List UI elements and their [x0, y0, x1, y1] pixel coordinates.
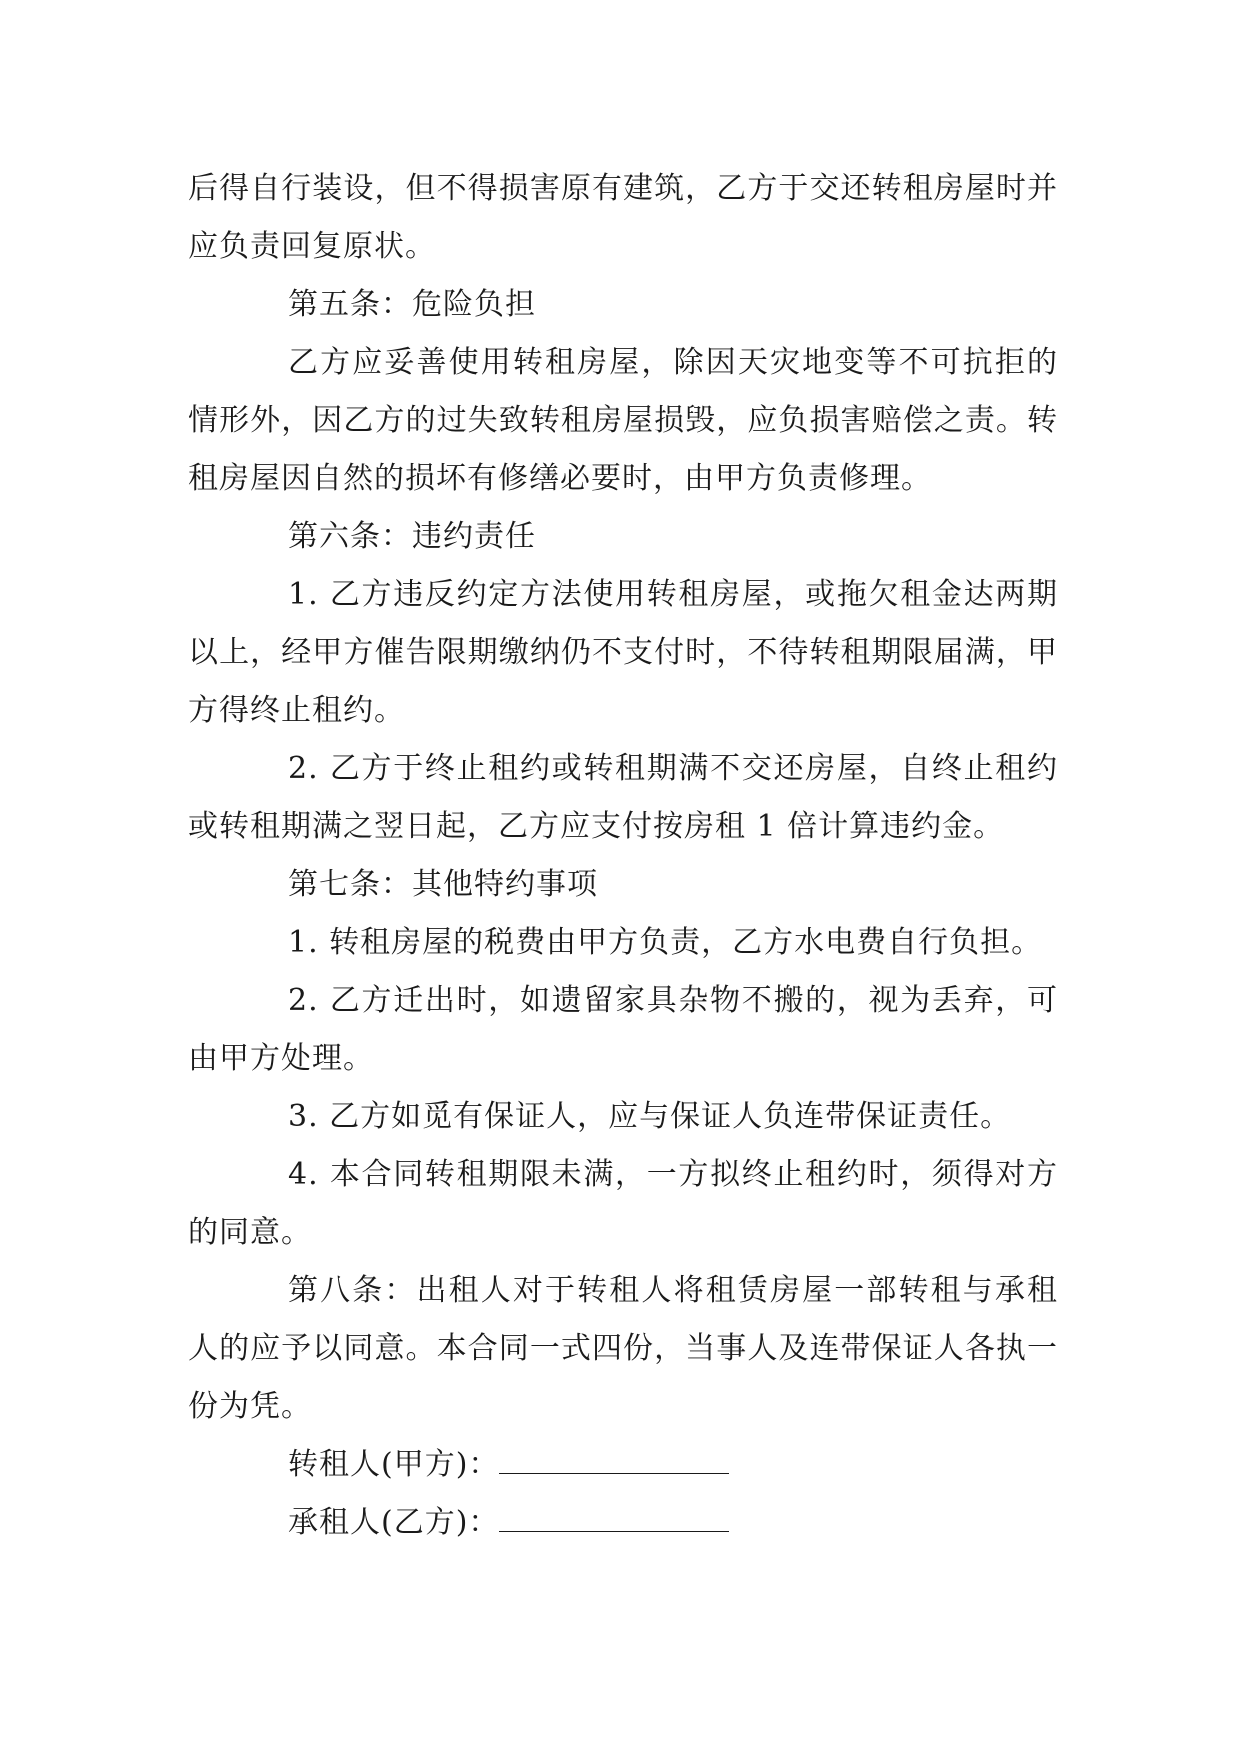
- clause-item: 4. 本合同转租期限未满，一方拟终止租约时，须得对方的同意。: [188, 1157, 1058, 1250]
- paragraph: 后得自行装设，但不得损害原有建筑，乙方于交还转租房屋时并应负责回复原状。: [188, 171, 1058, 264]
- article-6-heading: 第六条：违约责任: [288, 519, 536, 554]
- clause-item: 1. 乙方违反约定方法使用转租房屋，或拖欠租金达两期以上，经甲方催告限期缴纳仍不支付时，不待转租期限届满，甲方得终止租约。: [188, 577, 1058, 728]
- clause-item: 1. 转租房屋的税费由甲方负责，乙方水电费自行负担。: [288, 925, 1043, 960]
- signature-line-sublessor: [188, 1436, 1058, 1494]
- clause-item: 3. 乙方如觅有保证人，应与保证人负连带保证责任。: [288, 1099, 1012, 1134]
- article-5-heading: 第五条：危险负担: [288, 287, 536, 322]
- signature-line-lessee: [188, 1494, 1058, 1552]
- article-7-heading: 第七条：其他特约事项: [288, 867, 598, 902]
- document-body: [188, 160, 1058, 1552]
- article-8-paragraph: 第八条：出租人对于转租人将租赁房屋一部转租与承租人的应予以同意。本合同一式四份，当事人及连带保证人各执一份为凭。: [188, 1273, 1058, 1424]
- paragraph: 乙方应妥善使用转租房屋，除因天灾地变等不可抗拒的情形外，因乙方的过失致转租房屋损毁，应负损害赔偿之责。转租房屋因自然的损坏有修缮必要时，由甲方负责修理。: [188, 345, 1058, 496]
- signature-blank[interactable]: [499, 1451, 729, 1474]
- signature-label: 承租人(乙方)：: [288, 1505, 500, 1540]
- clause-item: 2. 乙方于终止租约或转租期满不交还房屋，自终止租约或转租期满之翌日起，乙方应支付按房租 1 倍计算违约金。: [188, 751, 1058, 844]
- signature-blank[interactable]: [499, 1509, 729, 1532]
- clause-item: 2. 乙方迁出时，如遗留家具杂物不搬的，视为丢弃，可由甲方处理。: [188, 983, 1058, 1076]
- signature-label: 转租人(甲方)：: [288, 1447, 500, 1482]
